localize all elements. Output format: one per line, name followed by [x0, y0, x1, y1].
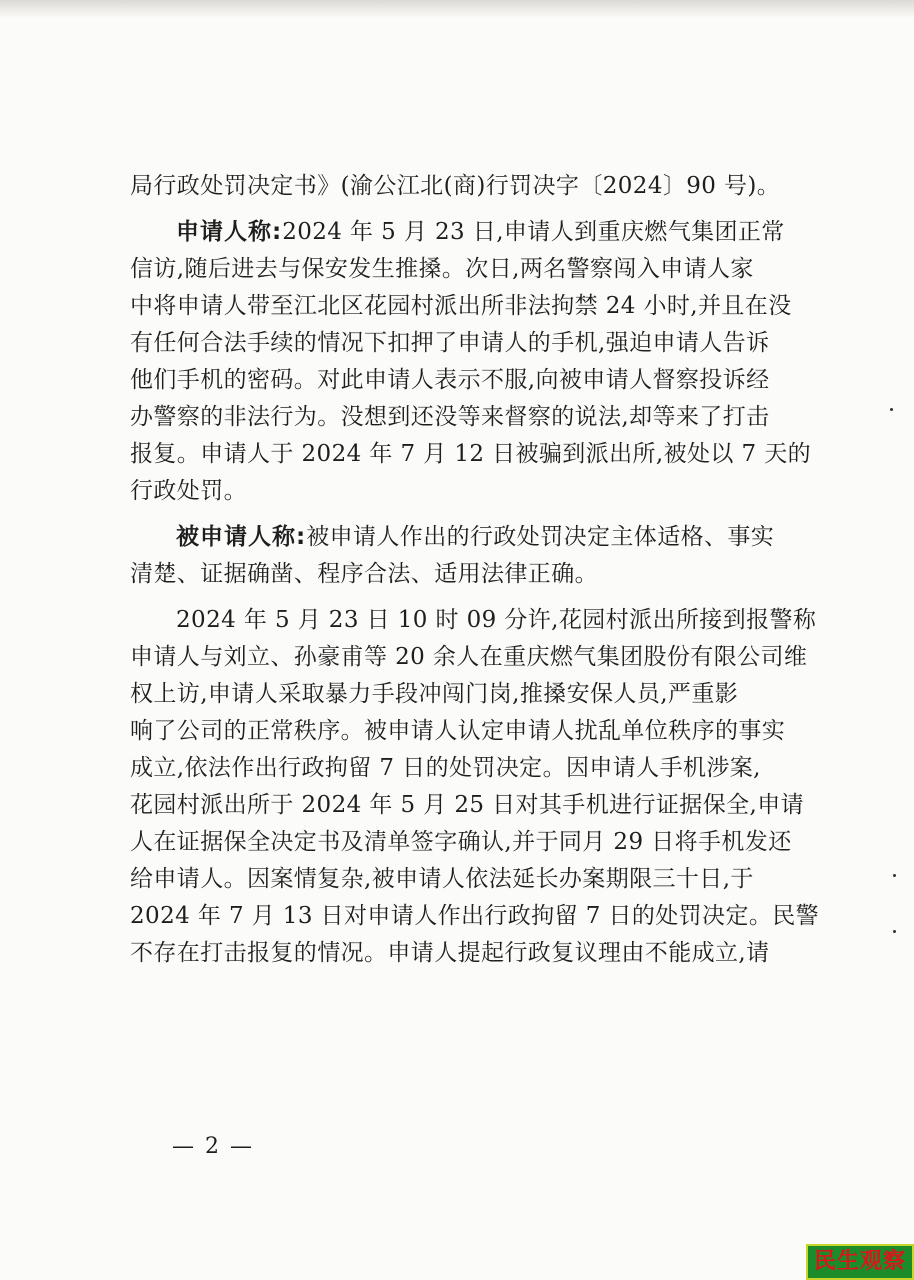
text-line-6: 他们手机的密码。对此申请人表示不服,向被申请人督察投诉经	[130, 367, 770, 393]
text-line-1: 局行政处罚决定书》(渝公江北(商)行罚决字〔2024〕90 号)。	[130, 173, 781, 199]
paragraph-applicant-claim: 申请人称:2024 年 5 月 23 日,申请人到重庆燃气集团正常	[176, 219, 785, 245]
text-line-11: 清楚、证据确凿、程序合法、适用法律正确。	[130, 561, 598, 587]
text-line-19: 给申请人。因案情复杂,被申请人依法延长办案期限三十日,于	[130, 866, 754, 892]
scan-speck	[890, 408, 893, 411]
scan-speck	[893, 874, 896, 877]
text-line-16: 成立,依法作出行政拘留 7 日的处罚决定。因申请人手机涉案,	[130, 755, 761, 781]
watermark-badge: 民生观察	[806, 1244, 914, 1280]
page-number: — 2 —	[172, 1134, 254, 1159]
applicant-claim-heading: 申请人称:	[176, 219, 283, 245]
text-line-9: 行政处罚。	[130, 478, 247, 504]
text-line-17: 花园村派出所于 2024 年 5 月 25 日对其手机进行证据保全,申请	[130, 792, 805, 818]
text-line-13: 申请人与刘立、孙豪甫等 20 余人在重庆燃气集团股份有限公司维	[130, 644, 808, 670]
page-edge-shadow	[0, 0, 914, 18]
text-line-14: 权上访,申请人采取暴力手段冲闯门岗,推搡安保人员,严重影	[130, 681, 739, 707]
respondent-claim-heading: 被申请人称:	[176, 524, 307, 550]
paragraph-facts: 2024 年 5 月 23 日 10 时 09 分许,花园村派出所接到报警称	[176, 607, 817, 633]
text-line-18: 人在证据保全决定书及清单签字确认,并于同月 29 日将手机发还	[130, 829, 792, 855]
text-line-21: 不存在打击报复的情况。申请人提起行政复议理由不能成立,请	[130, 940, 770, 966]
scan-speck	[893, 930, 896, 933]
document-body	[130, 168, 830, 972]
text-line-8: 报复。申请人于 2024 年 7 月 12 日被骗到派出所,被处以 7 天的	[130, 441, 812, 467]
text-line-20: 2024 年 7 月 13 日对申请人作出行政拘留 7 日的处罚决定。民警	[130, 903, 820, 929]
text-line-3: 信访,随后进去与保安发生推搡。次日,两名警察闯入申请人家	[130, 256, 754, 282]
text-line-4: 中将申请人带至江北区花园村派出所非法拘禁 24 小时,并且在没	[130, 293, 792, 319]
text-line-5: 有任何合法手续的情况下扣押了申请人的手机,强迫申请人告诉	[130, 330, 770, 356]
text-line-15: 响了公司的正常秩序。被申请人认定申请人扰乱单位秩序的事实	[130, 718, 786, 744]
paragraph-respondent-claim: 被申请人称:被申请人作出的行政处罚决定主体适格、事实	[176, 524, 775, 550]
text-line-7: 办警察的非法行为。没想到还没等来督察的说法,却等来了打击	[130, 404, 770, 430]
